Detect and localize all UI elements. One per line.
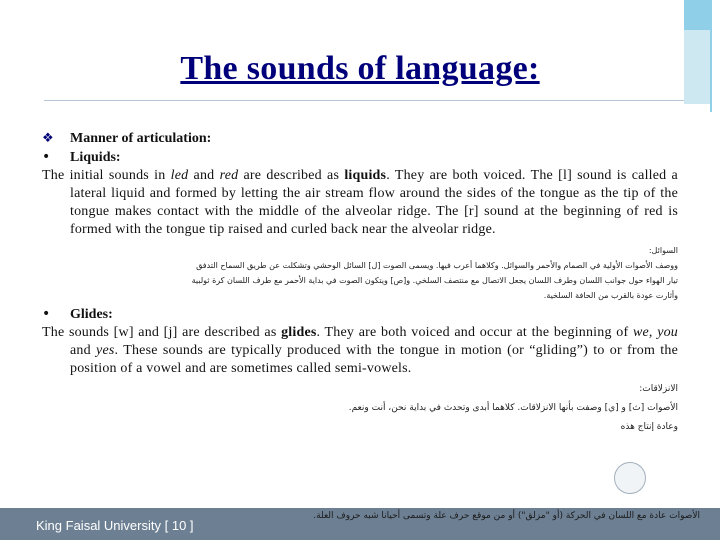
arabic-glides-line-2: الأصوات [ث] و [ي] وصفت بأنها الانزلاقات. كلاهما أبدى وتحدث في بداية نحن، أنت ونعم.: [348, 403, 678, 413]
side-bar-block-top: [684, 0, 710, 30]
glides-text-1: The sounds [w] and [j] are described as: [42, 325, 282, 340]
arabic-glides-line-4: الأصوات عادة مع اللسان في الحركة (أو "مزلق") أو من موقع حرف علة وتسمى أحيانا شبه حروف العلة.: [313, 511, 700, 521]
liquids-text-2: and: [188, 168, 220, 183]
glides-heading-row: [42, 305, 678, 324]
glides-paragraph: [42, 324, 678, 378]
title-divider: [44, 100, 690, 101]
decorative-side-bar: [684, 0, 720, 112]
institution-name: King Faisal University: [36, 518, 161, 533]
word-led: led: [170, 168, 189, 183]
footer-bar: [0, 508, 720, 540]
liquids-heading-row: [42, 148, 678, 167]
liquids-text-3: are described as: [238, 168, 345, 183]
footer-text: [36, 518, 194, 533]
title-area: [0, 0, 720, 110]
arabic-liquids-line-4: وأثارت عودة بالقرب من الحافة السلخية.: [543, 291, 678, 300]
glides-text-5: . These sounds are typically produced with the tongue in motion (or “gliding”) to or from the position of a vowel and are sometimes called semi-vowels.: [70, 343, 678, 376]
glides-text-2: . They are both voiced and occur at the beginning of: [316, 325, 633, 340]
glides-text-3: ,: [648, 325, 658, 340]
manner-heading-row: [42, 130, 678, 148]
liquids-text-4: . They are both voiced. The [l] sound is called a lateral liquid and formed by letting the air stream flow around the sides of the tongue as the tip of the tongue makes contact with the middle of the alveolar ridge. The [r] sound at the beginning of red is formed with the tongue tip raised and curled back near the alveolar ridge.: [70, 168, 678, 237]
glides-heading: Glides:: [70, 307, 113, 322]
arabic-liquids-block: [42, 243, 678, 303]
glides-text-4: and: [70, 343, 97, 358]
word-we: we: [632, 325, 649, 340]
arabic-glides-line-3: وعادة إنتاج هذه: [620, 422, 678, 432]
university-seal-icon: [614, 462, 646, 494]
slide-content: [42, 130, 678, 437]
word-yes: yes: [96, 343, 115, 358]
arabic-liquids-line-3: تيار الهواء حول جوانب اللسان وطرف اللسان يجعل الاتصال مع منتصف السلخي. و[ص] ويتكون الصوت في بداية الأحمر مع طرف اللسان كرة ثولبية: [191, 276, 678, 285]
word-red: red: [219, 168, 239, 183]
side-bar-block-bottom: [684, 30, 710, 104]
side-bar-line: [710, 0, 712, 112]
arabic-glides-block: [42, 380, 678, 437]
term-liquids: liquids: [344, 168, 387, 183]
arabic-liquids-line-2: ووصف الأصوات الأولية في الصمام والأحمر والسوائل. وكلاهما أعرب فيها. ويسمى الصوت [ل] السائل الوحشي وتشكلت عن طريق السماح التدفق: [196, 261, 678, 270]
dot-bullet-icon: •: [42, 149, 51, 165]
arabic-glides-line-1: الانزلاقات:: [639, 384, 678, 394]
slide-title: The sounds of language:: [180, 50, 540, 87]
liquids-heading: Liquids:: [70, 150, 121, 165]
word-you: you: [657, 325, 679, 340]
diamond-bullet-icon: ❖: [42, 131, 54, 146]
term-glides: glides: [281, 325, 317, 340]
arabic-liquids-line-1: السوائل:: [648, 246, 678, 255]
dot-bullet-icon: •: [42, 306, 51, 322]
liquids-text-1: The initial sounds in: [42, 168, 171, 183]
liquids-paragraph: [42, 167, 678, 239]
page-number: [ 10 ]: [164, 518, 194, 533]
manner-heading: Manner of articulation:: [70, 131, 212, 146]
